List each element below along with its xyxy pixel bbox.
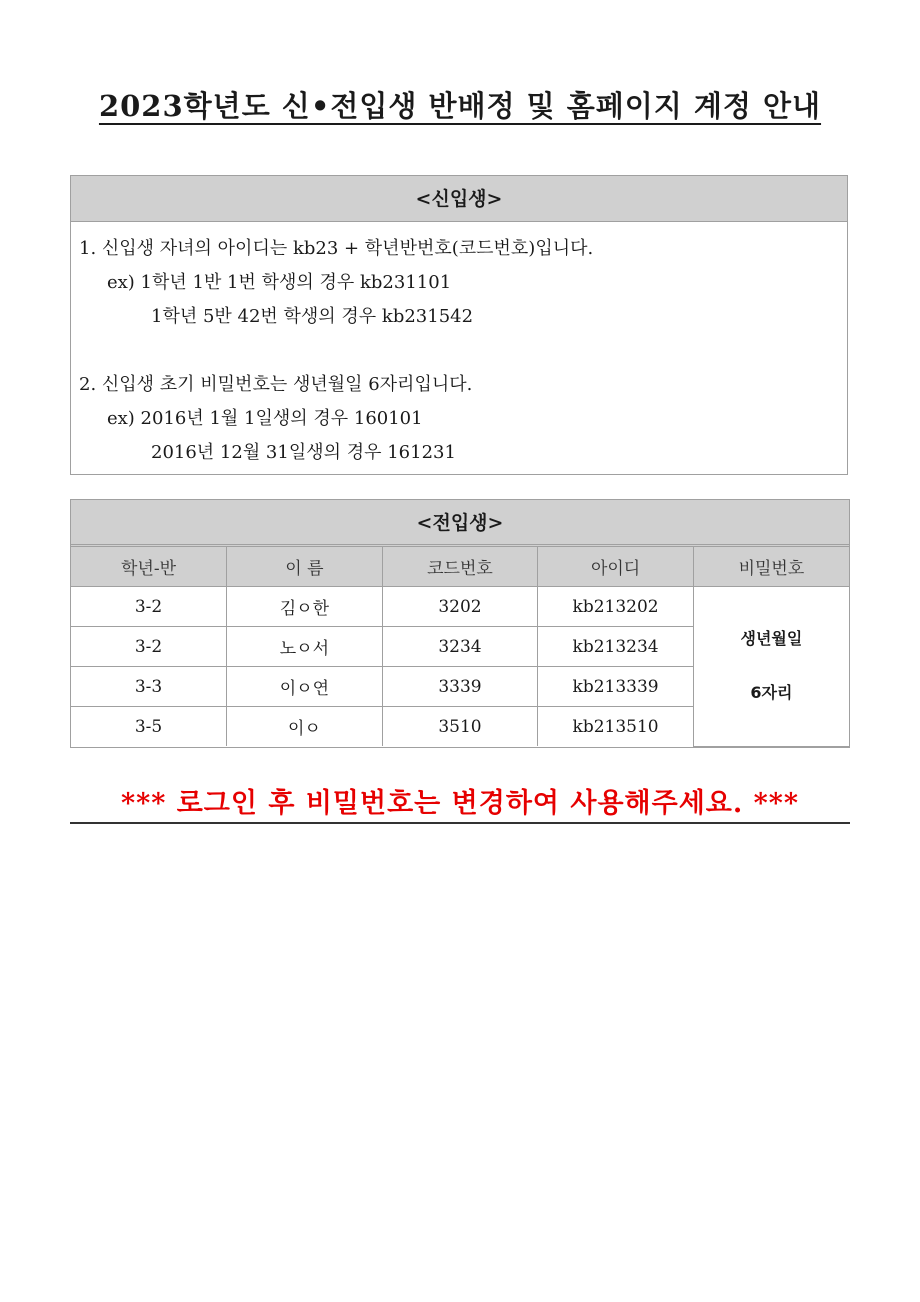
table-row: [71, 587, 849, 627]
password-line-1: 생년월일: [740, 629, 803, 649]
page-title: [0, 84, 920, 125]
table-header-row: [71, 547, 849, 587]
cell-name: 이ㅇ연: [227, 667, 383, 707]
cell-id: kb213234: [538, 627, 694, 667]
cell-name: 이ㅇ: [227, 707, 383, 747]
cell-code: 3339: [382, 667, 538, 707]
cell-name: 노ㅇ서: [227, 627, 383, 667]
spacer: [79, 334, 847, 368]
cell-code: 3234: [382, 627, 538, 667]
cell-name: 김ㅇ한: [227, 587, 383, 627]
column-header-id: 아이디: [538, 547, 694, 587]
cell-code: 3202: [382, 587, 538, 627]
cell-grade-class: 3-5: [71, 707, 227, 747]
password-change-notice: *** 로그인 후 비밀번호는 변경하여 사용해주세요. ***: [70, 786, 850, 824]
cell-id: kb213510: [538, 707, 694, 747]
new-students-box: [70, 175, 848, 475]
cell-grade-class: 3-3: [71, 667, 227, 707]
cell-grade-class: 3-2: [71, 627, 227, 667]
column-header-name: 이 름: [227, 547, 383, 587]
column-header-code: 코드번호: [382, 547, 538, 587]
new-password-rule: 2. 신입생 초기 비밀번호는 생년월일 6자리입니다.: [79, 374, 473, 395]
new-students-header: <신입생>: [71, 176, 847, 222]
column-header-grade-class: 학년-반: [71, 547, 227, 587]
cell-password: [693, 587, 849, 747]
new-id-example-2: 1학년 5반 42번 학생의 경우 kb231542: [151, 306, 474, 327]
new-password-example-2: 2016년 12월 31일생의 경우 161231: [151, 442, 456, 463]
password-line-2: 6자리: [750, 683, 793, 703]
spacer: [694, 655, 849, 677]
column-header-password: 비밀번호: [693, 547, 849, 587]
cell-grade-class: 3-2: [71, 587, 227, 627]
transfer-students-table: [71, 547, 849, 747]
new-id-example-1: ex) 1학년 1반 1번 학생의 경우 kb231101: [107, 272, 452, 293]
new-students-body: [71, 222, 847, 470]
cell-id: kb213339: [538, 667, 694, 707]
transfer-students-box: [70, 499, 850, 748]
cell-id: kb213202: [538, 587, 694, 627]
cell-code: 3510: [382, 707, 538, 747]
transfer-students-header: <전입생>: [71, 500, 849, 547]
page-title-text: 2023학년도 신•전입생 반배정 및 홈페이지 계정 안내: [98, 89, 822, 123]
new-id-rule: 1. 신입생 자녀의 아이디는 kb23 + 학년반번호(코드번호)입니다.: [79, 238, 594, 259]
new-password-example-1: ex) 2016년 1월 1일생의 경우 160101: [107, 408, 423, 429]
